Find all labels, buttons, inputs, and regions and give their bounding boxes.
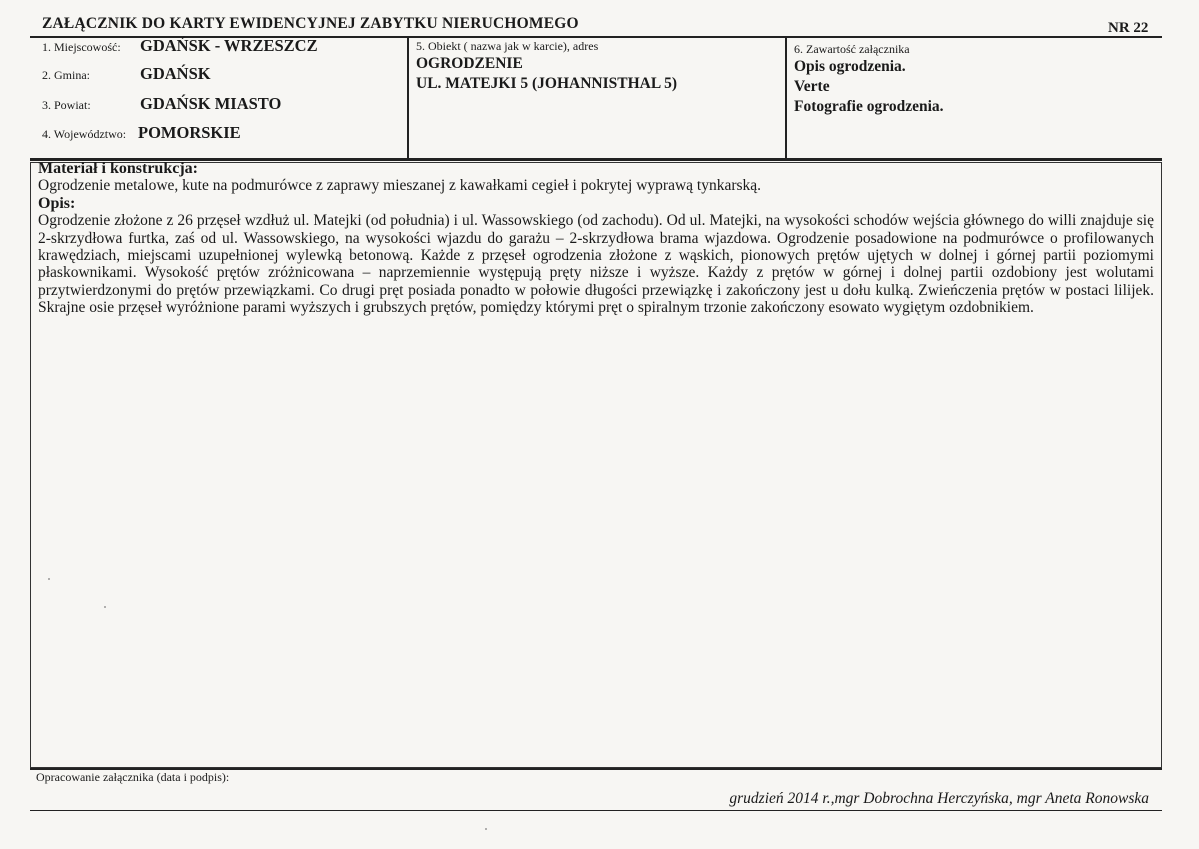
material-text: Ogrodzenie metalowe, kute na podmurówce z zaprawy mieszanej z kawałkami cegieł i pokrytej wyprawą tynkarską. xyxy=(38,177,762,195)
scan-speck xyxy=(485,828,487,830)
powiat-label: 3. Powiat: xyxy=(42,98,91,112)
wojewodztwo-label: 4. Województwo: xyxy=(42,127,127,141)
object-address: UL. MATEJKI 5 (JOHANNISTHAL 5) xyxy=(416,75,678,92)
contents-label: 6. Zawartość załącznika xyxy=(794,42,910,56)
opis-heading: Opis: xyxy=(38,194,76,212)
document-title: ZAŁĄCZNIK DO KARTY EWIDENCYJNEJ ZABYTKU NIERUCHOMEGO xyxy=(42,15,579,32)
document-number: NR 22 xyxy=(1108,20,1149,36)
contents-item-2: Verte xyxy=(794,78,830,95)
powiat-value: GDAŃSK MIASTO xyxy=(140,94,282,113)
material-heading: Materiał i konstrukcja: xyxy=(38,160,198,177)
object-name: OGRODZENIE xyxy=(416,55,523,72)
miejscowosc-value: GDAŃSK - WRZESZCZ xyxy=(140,36,318,55)
object-label: 5. Obiekt ( nazwa jak w karcie), adres xyxy=(416,39,599,53)
opis-text: Ogrodzenie złożone z 26 przęseł wzdłuż ul. Matejki (od południa) i ul. Wassowskiego (od zachodu). Od ul. Matejki, na wysokości schodów wejścia głównego do willi znajduje się 2-skrzydłowa furtka, zaś od ul. Wassowskiego, na wysokości wjazdu do garażu – 2-skrzydłowa brama wjazdowa. Ogrodzenie posadowione na podmurówce o profilowanych krawędziach, miejscami uzupełnionej wylewką betonową. Każde z przęseł ogrodzenia złożone z wąskich, pionowych prętów ujętych w dolnej i górnej partii poziomymi płaskownikami. Wysokość prętów zróżnicowana – naprzemiennie występują pręty niższe i wyższe. Każdy z prętów w górnej i dolnej partii ozdobiony jest wolutami przytwierdzonymi do prętów przewiązkami. Co drugi pręt posiada ponadto w połowie długości przewiązkę i zakończony jest u dołu kulką. Zwieńczenia prętów w postaci lilijek. Skrajne osie przęseł wyróżnione parami wyższych i grubszych prętów, pomiędzy którymi pręt o spiralnym trzonie zakończony esowato wygiętym ozdobnikiem. xyxy=(38,212,1154,317)
signature: grudzień 2014 r.,mgr Dobrochna Herczyńska, mgr Aneta Ronowska xyxy=(729,790,1149,807)
footer-bottom-rule xyxy=(30,810,1162,811)
contents-item-1: Opis ogrodzenia. xyxy=(794,58,906,75)
scan-speck xyxy=(104,606,106,608)
wojewodztwo-value: POMORSKIE xyxy=(138,123,241,142)
description-text xyxy=(38,160,1154,317)
column-divider-1 xyxy=(407,36,409,158)
column-divider-2 xyxy=(785,36,787,158)
footer-label: Opracowanie załącznika (data i podpis): xyxy=(36,770,230,784)
gmina-value: GDAŃSK xyxy=(140,64,211,83)
contents-item-3: Fotografie ogrodzenia. xyxy=(794,98,944,115)
scan-speck xyxy=(48,578,50,580)
gmina-label: 2. Gmina: xyxy=(42,68,90,82)
miejscowosc-label: 1. Miejscowość: xyxy=(42,40,121,54)
